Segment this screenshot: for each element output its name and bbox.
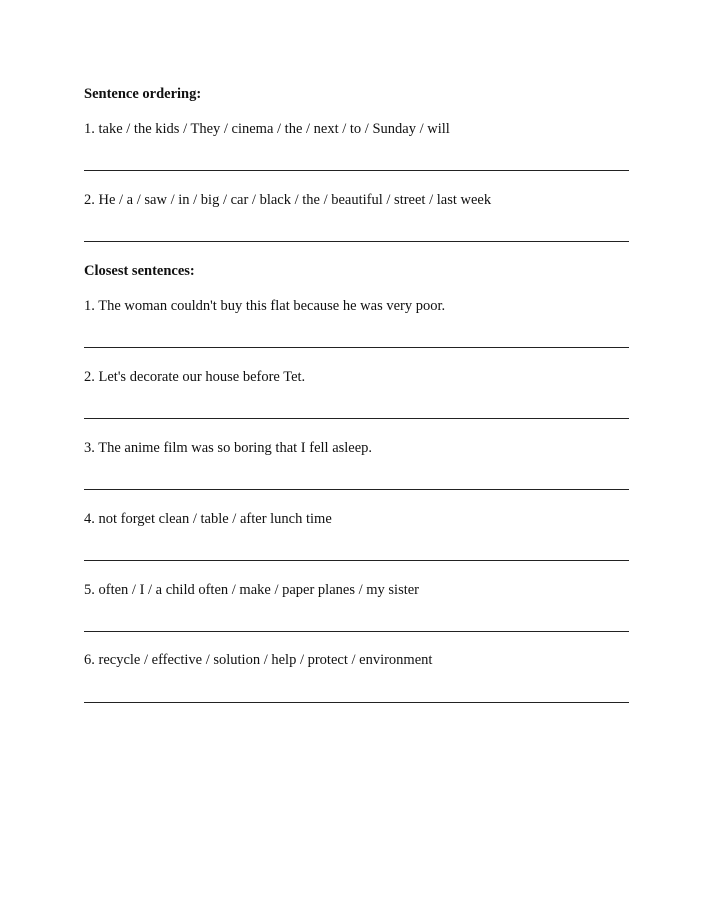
ordering-answer-line-2[interactable] — [84, 241, 629, 242]
closest-item-4: 4. not forget clean / table / after lunch time — [84, 511, 332, 527]
ordering-answer-line-1[interactable] — [84, 170, 629, 171]
closest-item-5: 5. often / I / a child often / make / paper planes / my sister — [84, 582, 420, 598]
closest-item-3: 3. The anime film was so boring that I fell asleep. — [84, 440, 373, 456]
closest-item-2: 2. Let's decorate our house before Tet. — [84, 369, 306, 385]
closest-item-1: 1. The woman couldn't buy this flat because he was very poor. — [84, 298, 446, 314]
closest-answer-line-2[interactable] — [84, 418, 629, 419]
section-heading-sentence-ordering: Sentence ordering: — [84, 86, 202, 102]
closest-answer-line-1[interactable] — [84, 347, 629, 348]
ordering-item-1: 1. take / the kids / They / cinema / the / next / to / Sunday / will — [84, 121, 450, 137]
closest-answer-line-6[interactable] — [84, 702, 629, 703]
closest-item-6: 6. recycle / effective / solution / help / protect / environment — [84, 652, 433, 668]
closest-answer-line-3[interactable] — [84, 489, 629, 490]
closest-answer-line-4[interactable] — [84, 560, 629, 561]
section-heading-closest-sentences: Closest sentences: — [84, 263, 195, 279]
ordering-item-2: 2. He / a / saw / in / big / car / black / the / beautiful / street / last week — [84, 192, 492, 208]
closest-answer-line-5[interactable] — [84, 631, 629, 632]
